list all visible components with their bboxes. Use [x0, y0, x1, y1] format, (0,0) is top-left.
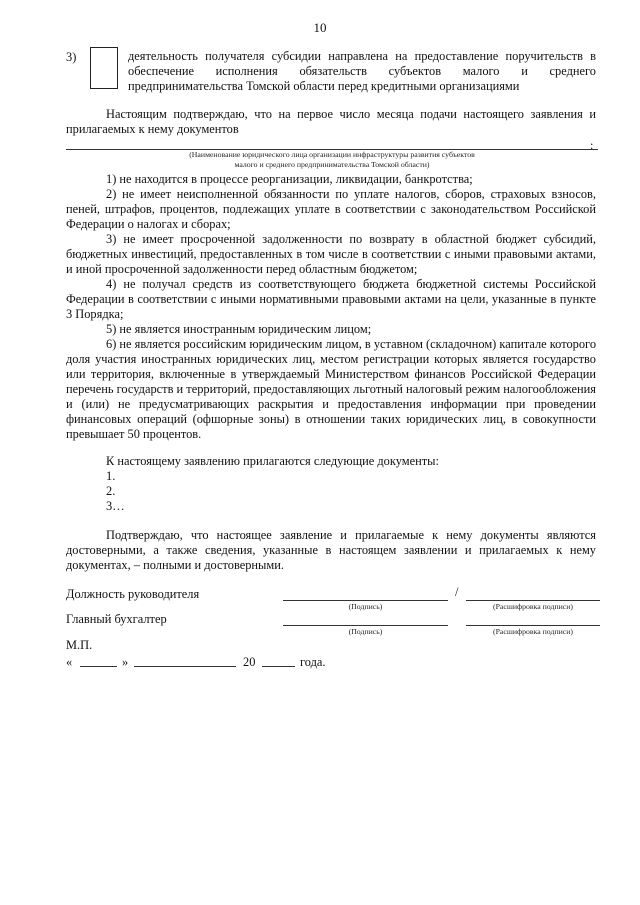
list-item: 1) не находится в процессе реорганизации, ликвидации, банкротства; — [106, 172, 473, 186]
org-caption — [66, 150, 598, 170]
year-prefix: 20 — [243, 655, 256, 669]
list-item: 6) не является российским юридическим лицом, в уставном (складочном) капитале которого доля участия иностранных юридических лиц, местом регистрации которых является государство или территория, включенные в утверждаемый Министерством финансов Российской Федерации перечень государств и территорий, предоставляющих льготный налоговый режим налогообложения и (или) не предусматривающих раскрытия и предоставления информации при проведении финансовых операций (офшорные зоны) в отношении таких юридических лиц, в совокупности превышает 50 процентов. — [66, 337, 597, 441]
item-number: 3) — [66, 50, 77, 64]
item3-text: деятельность получателя субсидии направлена на предоставление поручительств в обеспечение исполнения обязательств субъектов малого и среднего предпринимательства Томской области перед кредитными организациями — [128, 49, 596, 93]
date-month-line[interactable] — [134, 666, 236, 667]
attachments — [66, 454, 596, 514]
colon: : — [590, 138, 594, 152]
list-item: 5) не является иностранным юридическим лицом; — [106, 322, 372, 336]
accountant-signature-line[interactable] — [283, 625, 448, 626]
head-position-label: Должность руководителя — [66, 587, 200, 601]
checkbox[interactable] — [90, 47, 118, 89]
head-signature-line[interactable] — [283, 600, 448, 601]
conditions-list — [66, 172, 596, 442]
date-year-line[interactable] — [262, 666, 295, 667]
attachment-item: 2. — [106, 484, 116, 498]
date-open-quote: « — [66, 655, 73, 669]
accountant-label: Главный бухгалтер — [66, 612, 167, 626]
final-confirm: Подтверждаю, что настоящее заявление и прилагаемые к нему документы являются достоверными, а также сведения, указанные в настоящем заявлении и прилагаемых к нему документах, – полными и достоверными. — [66, 528, 596, 572]
accountant-signature-caption: (Подпись) — [348, 627, 383, 636]
accountant-decode-caption: (Расшифровка подписи) — [492, 627, 574, 636]
head-signature-caption: (Подпись) — [348, 602, 383, 611]
attachment-item: 1. — [106, 469, 116, 483]
attachments-intro: К настоящему заявлению прилагаются следующие документы: — [106, 454, 439, 468]
date-close-quote: » — [122, 655, 129, 669]
page-number: 10 — [313, 20, 327, 35]
list-item: 4) не получал средств из соответствующего бюджета бюджетной системы Российской Федерации в соответствии с иными нормативными правовыми актами на цели, указанные в пункте 3 Порядка; — [66, 277, 596, 321]
org-caption-line1: (Наименование юридического лица организации инфраструктуры развития субъектов — [189, 150, 475, 159]
slash: / — [455, 585, 459, 599]
org-caption-line2: малого и среднего предпринимательства Томской области) — [234, 160, 430, 169]
list-item: 3) не имеет просроченной задолженности по возврату в областной бюджет субсидий, бюджетных инвестиций, предоставленных в том числе в соответствии с иными правовыми актами, и иной просроченной задолженности перед областным бюджетом; — [66, 232, 596, 276]
head-decode-caption: (Расшифровка подписи) — [492, 602, 574, 611]
attachment-item: 3… — [106, 499, 125, 513]
confirm-text: Настоящим подтверждаю, что на первое число месяца подачи настоящего заявления и прилагаемых к нему документов — [66, 107, 596, 136]
year-suffix: года. — [300, 655, 326, 669]
stamp-label: М.П. — [66, 638, 93, 652]
list-item: 2) не имеет неисполненной обязанности по уплате налогов, сборов, страховых взносов, пеней, штрафов, процентов, подлежащих уплате в соответствии с законодательством Российской Федерации о налогах и сборах; — [66, 187, 596, 231]
date-day-line[interactable] — [80, 666, 117, 667]
head-decode-line[interactable] — [466, 600, 600, 601]
accountant-decode-line[interactable] — [466, 625, 600, 626]
